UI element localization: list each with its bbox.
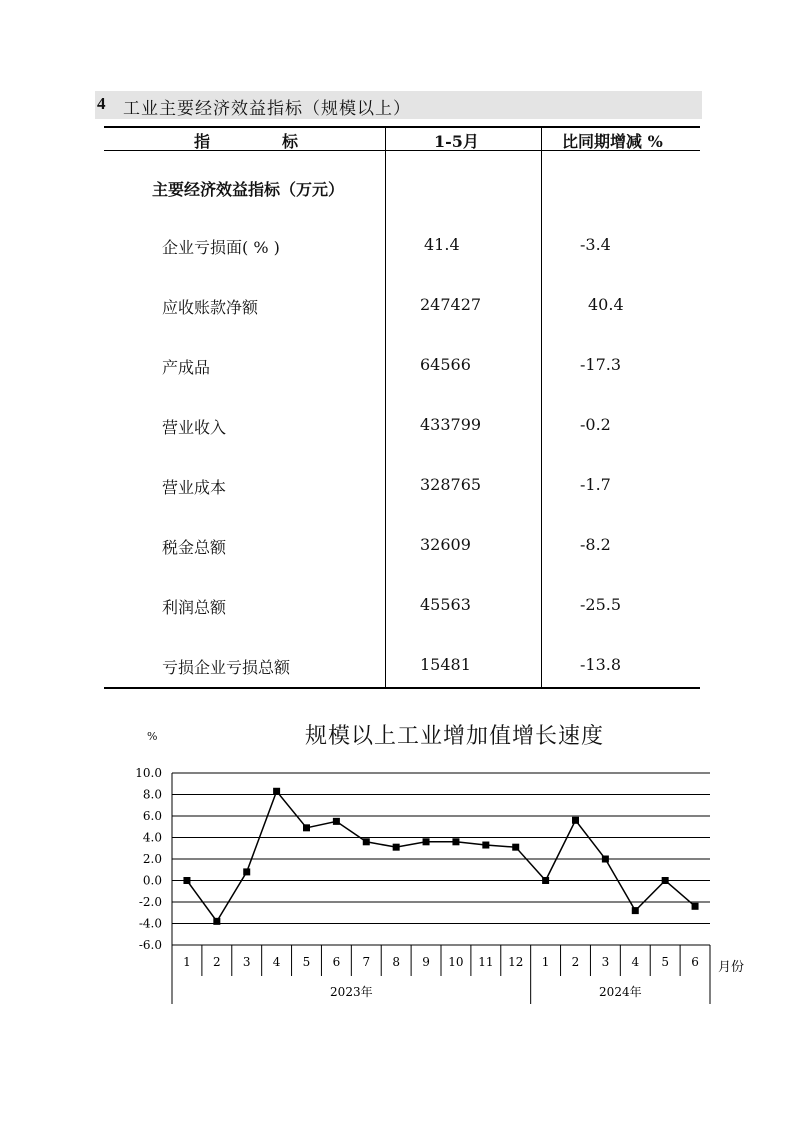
x-tick-label: 7	[362, 955, 371, 969]
y-tick-label: 6.0	[142, 809, 162, 823]
row-change: -0.2	[580, 415, 611, 434]
data-point-marker	[423, 838, 430, 845]
table-bottom-rule	[104, 687, 700, 689]
data-point-marker	[452, 838, 459, 845]
row-change: -25.5	[580, 595, 622, 614]
row-change: 40.4	[588, 295, 624, 314]
x-tick-label: 1	[541, 955, 550, 969]
y-tick-label: 10.0	[135, 766, 162, 780]
row-change: -3.4	[580, 235, 611, 254]
data-point-marker	[243, 868, 250, 875]
row-value: 328765	[420, 475, 482, 494]
x-tick-label: 4	[631, 955, 640, 969]
row-label: 企业亏损面( % )	[162, 238, 280, 257]
data-point-marker	[512, 844, 519, 851]
row-change: -17.3	[580, 355, 622, 374]
row-label: 利润总额	[162, 598, 227, 617]
data-point-marker	[363, 838, 370, 845]
data-point-marker	[692, 903, 699, 910]
chart-title: 规模以上工业增加值增长速度	[305, 724, 605, 749]
y-tick-label: -2.0	[138, 895, 162, 909]
column-divider	[385, 126, 386, 689]
row-change: -8.2	[580, 535, 611, 554]
row-change: -13.8	[580, 655, 622, 674]
section-header	[95, 91, 702, 119]
data-point-marker	[632, 907, 639, 914]
x-year-label: 2024年	[599, 985, 642, 999]
indicators-table	[104, 126, 700, 689]
y-tick-label: 8.0	[142, 787, 162, 802]
growth-chart	[100, 712, 760, 1012]
x-year-label: 2023年	[330, 985, 373, 999]
y-tick-label: -6.0	[138, 938, 162, 952]
x-tick-label: 2	[213, 955, 221, 969]
data-point-marker	[393, 844, 400, 851]
data-point-marker	[572, 817, 579, 824]
y-tick-label: 2.0	[142, 852, 162, 866]
column-divider	[541, 126, 542, 689]
x-tick-label: 12	[508, 955, 524, 969]
x-tick-label: 6	[691, 955, 699, 969]
table-top-rule	[104, 126, 700, 128]
row-label: 营业成本	[162, 478, 227, 497]
data-point-marker	[542, 877, 549, 884]
data-point-marker	[602, 856, 609, 863]
x-tick-label: 9	[422, 955, 430, 969]
x-tick-label: 5	[661, 955, 669, 969]
x-tick-label: 10	[448, 955, 464, 969]
section-title: 工业主要经济效益指标（规模以上）	[123, 99, 411, 119]
group-title: 主要经济效益指标（万元）	[152, 180, 345, 199]
x-tick-label: 1	[183, 955, 191, 969]
row-value: 433799	[420, 415, 482, 434]
row-value: 45563	[420, 595, 471, 614]
row-label: 税金总额	[162, 538, 227, 557]
header-indicator-char: 指	[194, 132, 211, 151]
section-number: 4	[97, 94, 106, 113]
x-tick-label: 5	[302, 955, 311, 969]
x-tick-label: 11	[478, 955, 494, 969]
x-axis-label: 月份	[718, 960, 745, 975]
row-label: 产成品	[162, 358, 211, 377]
x-tick-label: 8	[392, 955, 400, 969]
row-label: 亏损企业亏损总额	[162, 658, 291, 677]
header-change: 比同期增减 %	[562, 132, 663, 151]
data-point-marker	[183, 877, 190, 884]
data-point-marker	[303, 824, 310, 831]
y-tick-label: 4.0	[142, 830, 162, 845]
y-axis-unit: %	[147, 730, 158, 743]
x-tick-label: 3	[242, 955, 251, 969]
y-tick-label: -4.0	[138, 916, 162, 931]
y-tick-label: 0.0	[142, 873, 162, 888]
header-period: 1-5月	[434, 132, 479, 151]
x-tick-label: 6	[332, 955, 341, 969]
x-tick-label: 3	[601, 955, 610, 969]
x-tick-label: 2	[571, 955, 580, 969]
header-indicator	[194, 129, 298, 152]
row-label: 营业收入	[162, 418, 227, 437]
chart-svg	[100, 712, 760, 1012]
row-value: 15481	[420, 655, 471, 674]
data-point-marker	[213, 918, 220, 925]
row-value: 64566	[420, 355, 471, 374]
row-value: 32609	[420, 535, 471, 554]
row-change: -1.7	[580, 475, 611, 494]
row-value: 247427	[420, 295, 482, 314]
data-point-marker	[333, 818, 340, 825]
row-label: 应收账款净额	[162, 298, 259, 317]
data-point-marker	[662, 877, 669, 884]
x-tick-label: 4	[272, 955, 281, 969]
data-point-marker	[482, 842, 489, 849]
header-indicator-char: 标	[282, 132, 299, 151]
row-value: 41.4	[424, 235, 460, 254]
data-point-marker	[273, 788, 280, 795]
